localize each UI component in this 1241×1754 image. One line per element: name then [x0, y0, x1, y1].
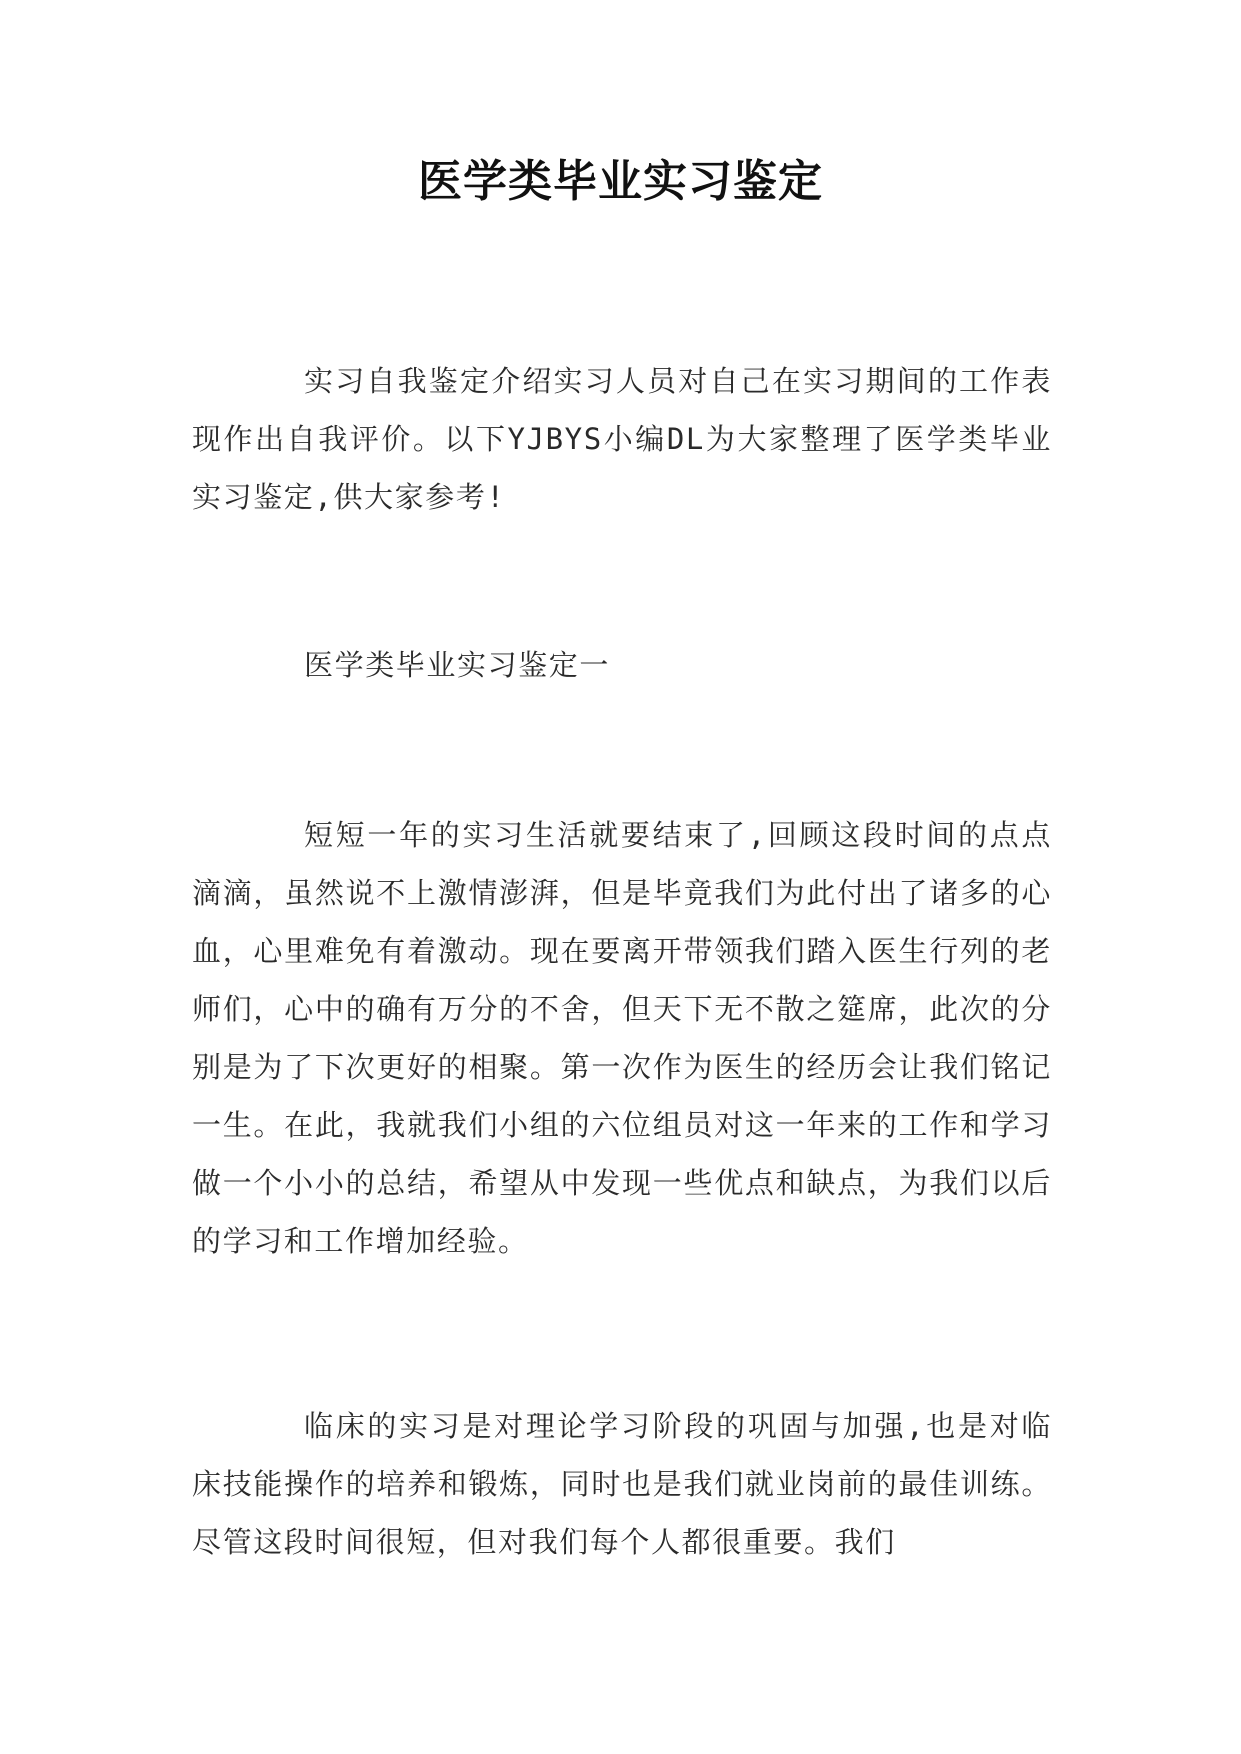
body-paragraph: 临床的实习是对理论学习阶段的巩固与加强,也是对临床技能操作的培养和锻炼，同时也是我们就业岗前的最佳训练。尽管这段时间很短，但对我们每个人都很重要。我们 [192, 1409, 1052, 1559]
section-heading: 医学类毕业实习鉴定一 [304, 648, 611, 682]
document-title: 医学类毕业实习鉴定 [418, 156, 823, 207]
body-paragraph: 短短一年的实习生活就要结束了,回顾这段时间的点点滴滴，虽然说不上激情澎湃，但是毕竟我们为此付出了诸多的心血，心里难免有着激动。现在要离开带领我们踏入医生行列的老师们，心中的确有万分的不舍，但天下无不散之筵席，此次的分别是为了下次更好的相聚。第一次作为医生的经历会让我们铭记一生。在此，我就我们小组的六位组员对这一年来的工作和学习做一个小小的总结，希望从中发现一些优点和缺点，为我们以后的学习和工作增加经验。 [192, 818, 1052, 1258]
intro-paragraph: 实习自我鉴定介绍实习人员对自己在实习期间的工作表现作出自我评价。以下YJBYS小编DL为大家整理了医学类毕业实习鉴定,供大家参考! [192, 364, 1052, 514]
